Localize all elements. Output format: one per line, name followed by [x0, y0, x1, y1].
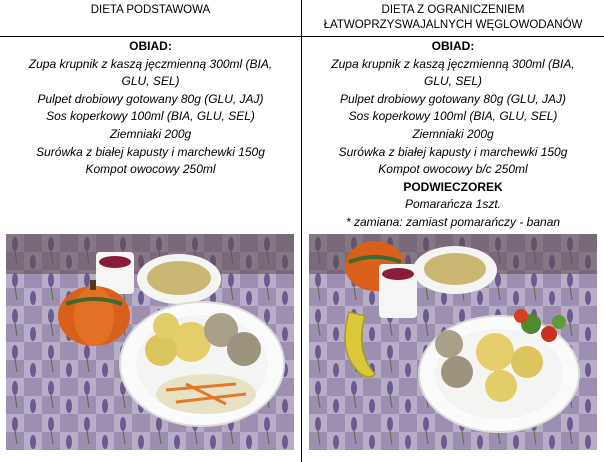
menu-item: * zamiana: zamiast pomarańczy - banan — [345, 214, 561, 229]
menu-item: Surówka z białej kapusty i marchewki 150g — [338, 144, 568, 159]
menu-item: Ziemniaki 200g — [109, 126, 192, 141]
photo-standard-diet-meal — [6, 234, 294, 450]
menu-item: Pulpet drobiowy gotowany 80g (GLU, JAJ) — [339, 91, 567, 106]
menu-item: Zupa krupnik z kaszą jęczmienną 300ml (BIA, — [331, 56, 575, 71]
menu-item: GLU, SEL) — [121, 74, 180, 89]
menu-item: Sos koperkowy 100ml (BIA, GLU, SEL) — [348, 109, 558, 124]
menu-item: Kompot owocowy b/c 250ml — [378, 162, 528, 177]
menu-item: Pulpet drobiowy gotowany 80g (GLU, JAJ) — [37, 91, 264, 106]
menu-item: Pomarańcza 1szt. — [404, 197, 502, 212]
menu-item: Kompot owocowy 250ml — [85, 162, 216, 177]
header-line: DIETA PODSTAWOWA — [90, 4, 211, 16]
section-title-lunch: OBIAD: — [129, 39, 172, 53]
menu-item: Surówka z białej kapusty i marchewki 150g — [36, 144, 265, 159]
section-title-snack: PODWIECZOREK — [403, 179, 503, 194]
menu-standard-diet — [0, 38, 301, 179]
menu-item: Sos koperkowy 100ml (BIA, GLU, SEL) — [46, 109, 255, 124]
header-low-carb-diet — [302, 0, 604, 39]
photo-low-carb-diet-meal — [309, 234, 597, 450]
menu-low-carb-diet — [302, 38, 604, 232]
header-line: DIETA Z OGRANICZENIEM — [381, 4, 525, 16]
header-standard-diet — [0, 0, 301, 39]
section-title-lunch: OBIAD: — [431, 39, 475, 53]
menu-item: GLU, SEL) — [423, 74, 483, 89]
menu-item: Ziemniaki 200g — [412, 126, 494, 141]
menu-item: Zupa krupnik z kaszą jęczmienną 300ml (BIA, — [28, 56, 273, 71]
header-line: ŁATWOPRZYSWAJALNYCH WĘGLOWODANÓW — [323, 19, 583, 31]
